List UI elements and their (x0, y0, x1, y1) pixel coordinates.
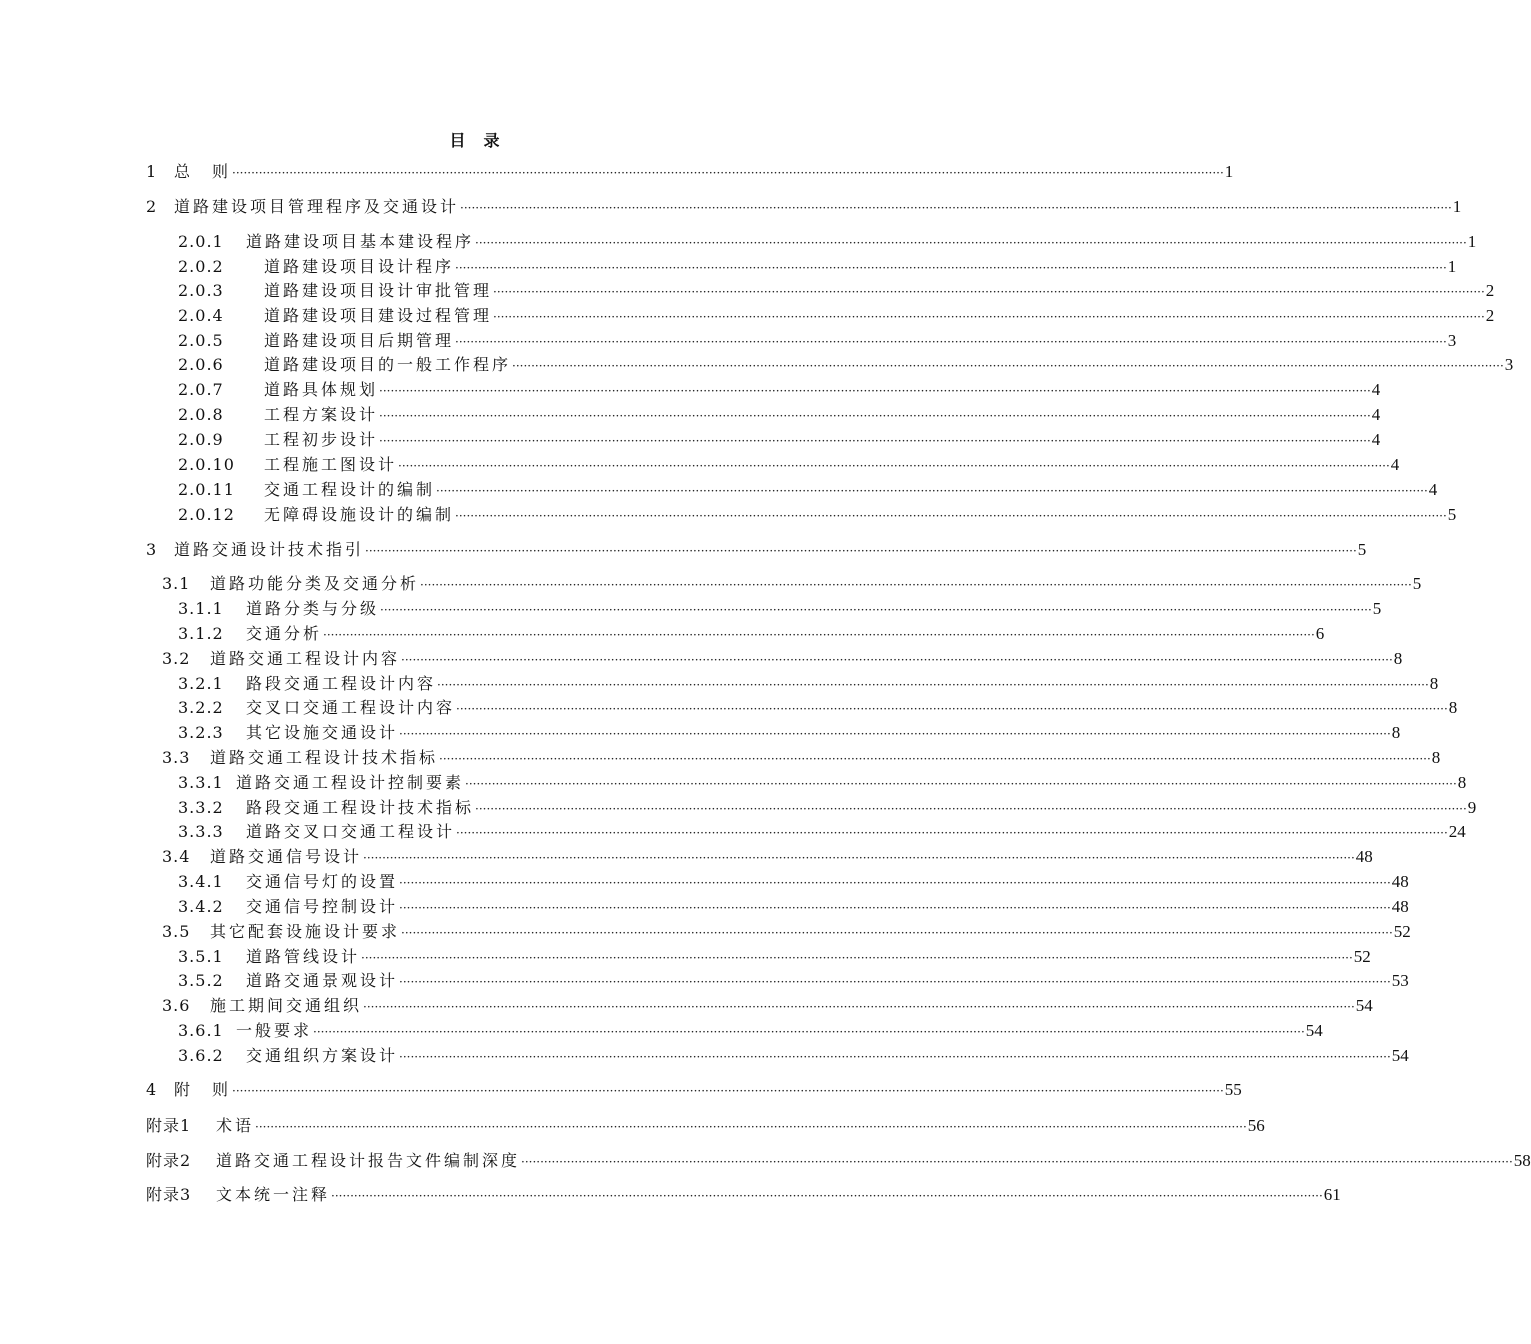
toc-entry[interactable] (178, 897, 1409, 918)
toc-entry-page: 5 (1372, 599, 1382, 618)
toc-entry-page: 48 (1391, 872, 1409, 891)
dot-leader: ···································································································································································································································································· (399, 901, 1391, 915)
toc-entry-label: 施工期间交通组织 (210, 996, 363, 1015)
toc-entry[interactable] (178, 232, 1477, 253)
toc-entry-page: 9 (1467, 798, 1477, 817)
toc-entry-label: 道路建设项目基本建设程序 (246, 232, 475, 251)
toc-entry-number: 附录1 (146, 1116, 192, 1135)
toc-entry[interactable] (146, 540, 1367, 561)
dot-leader: ···································································································································································································································································· (399, 727, 1391, 741)
toc-entry-number: 4 (146, 1080, 158, 1099)
toc-entry[interactable] (146, 197, 1462, 218)
toc-entry-label: 交通信号灯的设置 (246, 872, 399, 891)
toc-entry-number: 2.0.8 (178, 405, 224, 424)
toc-entry[interactable] (146, 1080, 1242, 1101)
toc-entry-label: 交通信号控制设计 (246, 897, 399, 916)
dot-leader: ···································································································································································································································································· (399, 975, 1391, 989)
toc-entry-number: 3.2 (162, 649, 191, 668)
toc-entry-number: 2.0.5 (178, 331, 224, 350)
toc-entry[interactable] (178, 405, 1381, 426)
toc-entry-page: 8 (1448, 698, 1458, 717)
toc-entry-label: 道路交通信号设计 (210, 847, 363, 866)
toc-entry-label: 路段交通工程设计技术指标 (246, 798, 475, 817)
dot-leader: ···································································································································································································································································· (475, 802, 1467, 816)
dot-leader: ···································································································································································································································································· (493, 285, 1485, 299)
dot-leader: ···································································································································································································································································· (398, 459, 1390, 473)
toc-entry-page: 8 (1393, 649, 1403, 668)
dot-leader: ···································································································································································································································································· (493, 310, 1485, 324)
toc-entry[interactable] (178, 773, 1467, 794)
toc-entry-number: 3.6.2 (178, 1046, 224, 1065)
toc-entry-number: 2.0.9 (178, 430, 224, 449)
toc-entry-label: 道路功能分类及交通分析 (210, 574, 420, 593)
toc-entry-label: 工程施工图设计 (264, 455, 398, 474)
toc-entry-label: 其它配套设施设计要求 (210, 922, 401, 941)
toc-entry-label: 道路建设项目建设过程管理 (264, 306, 493, 325)
toc-entry-label: 道路交通设计技术指引 (174, 540, 365, 559)
toc-entry-page: 5 (1447, 505, 1457, 524)
toc-entry-number: 2 (146, 197, 158, 216)
toc-entry-page: 2 (1485, 306, 1495, 325)
toc-entry-label: 交叉口交通工程设计内容 (246, 698, 456, 717)
toc-entry[interactable] (178, 355, 1514, 376)
toc-entry-label: 总 则 (174, 162, 232, 181)
toc-entry-number: 3.3.2 (178, 798, 224, 817)
toc-entry-label: 道路具体规划 (264, 380, 379, 399)
toc-entry-number: 3.5 (162, 922, 191, 941)
toc-entry-page: 54 (1391, 1046, 1409, 1065)
toc-entry[interactable] (146, 1116, 1265, 1137)
toc-entry-label: 道路交通工程设计控制要素 (236, 773, 465, 792)
toc-entry-page: 4 (1371, 405, 1381, 424)
toc-entry-label: 工程初步设计 (264, 430, 379, 449)
toc-entry-label: 其它设施交通设计 (246, 723, 399, 742)
dot-leader: ···································································································································································································································································· (475, 236, 1467, 250)
toc-entry-page: 4 (1428, 480, 1438, 499)
dot-leader: ···································································································································································································································································· (465, 777, 1457, 791)
toc-entry-label: 路段交通工程设计内容 (246, 674, 437, 693)
toc-entry[interactable] (146, 1151, 1531, 1172)
toc-entry-label: 道路交通景观设计 (246, 971, 399, 990)
toc-entry-page: 8 (1457, 773, 1467, 792)
dot-leader: ···································································································································································································································································· (439, 752, 1431, 766)
toc-entry-page: 4 (1371, 430, 1381, 449)
toc-title: 目 录 (449, 131, 501, 150)
dot-leader: ···································································································································································································································································· (232, 1084, 1224, 1098)
toc-entry[interactable] (178, 1021, 1323, 1042)
toc-entry-page: 3 (1447, 331, 1457, 350)
toc-entry[interactable] (178, 306, 1495, 327)
toc-entry[interactable] (162, 748, 1441, 769)
toc-entry-label: 道路建设项目设计程序 (264, 257, 455, 276)
toc-entry-label: 道路交通工程设计技术指标 (210, 748, 439, 767)
toc-entry[interactable] (162, 847, 1373, 868)
toc-entry-page: 58 (1513, 1151, 1531, 1170)
toc-entry-page: 2 (1485, 281, 1495, 300)
toc-entry[interactable] (178, 505, 1457, 526)
dot-leader: ···································································································································································································································································· (331, 1189, 1323, 1203)
toc-entry-page: 56 (1247, 1116, 1265, 1135)
toc-entry-page: 61 (1323, 1185, 1341, 1204)
dot-leader: ···································································································································································································································································· (232, 166, 1224, 180)
dot-leader: ···································································································································································································································································· (456, 702, 1448, 716)
toc-entry-label: 术语 (216, 1116, 255, 1135)
toc-entry-page: 4 (1371, 380, 1381, 399)
toc-entry-number: 3.1.2 (178, 624, 224, 643)
dot-leader: ···································································································································································································································································· (379, 384, 1371, 398)
toc-entry-number: 3.1 (162, 574, 191, 593)
toc-entry[interactable] (162, 574, 1422, 595)
toc-entry-page: 6 (1315, 624, 1325, 643)
toc-entry-page: 3 (1504, 355, 1514, 374)
dot-leader: ···································································································································································································································································· (401, 653, 1393, 667)
dot-leader: ···································································································································································································································································· (436, 484, 1428, 498)
toc-entry[interactable] (178, 1046, 1409, 1067)
dot-leader: ···································································································································································································································································· (379, 409, 1371, 423)
toc-entry[interactable] (146, 1185, 1341, 1206)
dot-leader: ···································································································································································································································································· (379, 434, 1371, 448)
dot-leader: ···································································································································································································································································· (363, 851, 1355, 865)
toc-entry[interactable] (178, 971, 1409, 992)
dot-leader: ···································································································································································································································································· (313, 1025, 1305, 1039)
toc-entry-label: 道路建设项目后期管理 (264, 331, 455, 350)
toc-entry-page: 53 (1391, 971, 1409, 990)
toc-entry[interactable] (178, 624, 1325, 645)
toc-entry-label: 工程方案设计 (264, 405, 379, 424)
toc-entry-page: 8 (1391, 723, 1401, 742)
dot-leader: ···································································································································································································································································· (361, 951, 1353, 965)
toc-entry-label: 交通组织方案设计 (246, 1046, 399, 1065)
toc-entry-number: 3.4.1 (178, 872, 224, 891)
dot-leader: ···································································································································································································································································· (401, 926, 1393, 940)
toc-entry-page: 52 (1353, 947, 1371, 966)
toc-entry-number: 3.3.3 (178, 822, 224, 841)
toc-entry[interactable] (178, 698, 1458, 719)
toc-entry[interactable] (178, 380, 1381, 401)
toc-entry-label: 道路交通工程设计报告文件编制深度 (216, 1151, 521, 1170)
toc-entry-number: 3.6 (162, 996, 191, 1015)
toc-entry[interactable] (162, 922, 1411, 943)
toc-entry-page: 5 (1412, 574, 1422, 593)
toc-entry-number: 附录2 (146, 1151, 192, 1170)
toc-entry-label: 道路交通工程设计内容 (210, 649, 401, 668)
toc-entry-number: 3.4.2 (178, 897, 224, 916)
toc-entry-number: 3.6.1 (178, 1021, 224, 1040)
toc-entry-page: 8 (1429, 674, 1439, 693)
toc-entry-number: 2.0.12 (178, 505, 235, 524)
toc-entry-number: 3.2.2 (178, 698, 224, 717)
toc-entry-label: 文本统一注释 (216, 1185, 331, 1204)
toc-entry[interactable] (178, 257, 1457, 278)
toc-entry-number: 1 (146, 162, 158, 181)
toc-entry-label: 道路建设项目的一般工作程序 (264, 355, 512, 374)
toc-entry[interactable] (178, 455, 1400, 476)
toc-entry-label: 道路交叉口交通工程设计 (246, 822, 456, 841)
toc-entry-number: 3.5.2 (178, 971, 224, 990)
toc-entry[interactable] (178, 599, 1382, 620)
toc-entry-number: 3.3 (162, 748, 191, 767)
toc-entry-page: 4 (1390, 455, 1400, 474)
toc-entry-number: 2.0.6 (178, 355, 224, 374)
toc-entry-label: 无障碍设施设计的编制 (264, 505, 455, 524)
dot-leader: ···································································································································································································································································· (420, 578, 1412, 592)
toc-entry-number: 3.2.3 (178, 723, 224, 742)
toc-entry[interactable] (178, 331, 1457, 352)
toc-entry-label: 一般要求 (236, 1021, 313, 1040)
dot-leader: ···································································································································································································································································· (380, 603, 1372, 617)
toc-entry-number: 2.0.11 (178, 480, 235, 499)
toc-entry-number: 3.5.1 (178, 947, 224, 966)
toc-entry-number: 2.0.4 (178, 306, 224, 325)
toc-entry-page: 1 (1452, 197, 1462, 216)
dot-leader: ···································································································································································································································································· (399, 876, 1391, 890)
toc-entry-label: 交通分析 (246, 624, 323, 643)
toc-entry-number: 3.4 (162, 847, 191, 866)
toc-entry-page: 54 (1355, 996, 1373, 1015)
toc-entry-label: 道路管线设计 (246, 947, 361, 966)
toc-entry-page: 48 (1391, 897, 1409, 916)
dot-leader: ···································································································································································································································································· (437, 678, 1429, 692)
toc-entry-page: 1 (1447, 257, 1457, 276)
toc-entry[interactable] (178, 798, 1477, 819)
toc-entry[interactable] (178, 674, 1439, 695)
toc-entry-label: 道路建设项目管理程序及交通设计 (174, 197, 460, 216)
toc-entry[interactable] (162, 996, 1373, 1017)
toc-entry[interactable] (178, 822, 1466, 843)
toc-entry-number: 2.0.10 (178, 455, 235, 474)
dot-leader: ···································································································································································································································································· (323, 628, 1315, 642)
toc-entry-number: 附录3 (146, 1185, 192, 1204)
dot-leader: ···································································································································································································································································· (521, 1155, 1513, 1169)
dot-leader: ···································································································································································································································································· (363, 1000, 1355, 1014)
toc-entry[interactable] (178, 872, 1409, 893)
toc-entry-number: 2.0.1 (178, 232, 224, 251)
toc-entry-number: 3.1.1 (178, 599, 224, 618)
toc-entry-label: 附 则 (174, 1080, 232, 1099)
toc-entry-page: 52 (1393, 922, 1411, 941)
toc-entry-label: 道路建设项目设计审批管理 (264, 281, 493, 300)
dot-leader: ···································································································································································································································································· (365, 544, 1357, 558)
toc-entry-number: 3.3.1 (178, 773, 224, 792)
toc-entry-page: 1 (1467, 232, 1477, 251)
toc-entry[interactable] (178, 947, 1371, 968)
dot-leader: ···································································································································································································································································· (255, 1120, 1247, 1134)
dot-leader: ···································································································································································································································································· (455, 509, 1447, 523)
dot-leader: ···································································································································································································································································· (512, 359, 1504, 373)
toc-entry-label: 交通工程设计的编制 (264, 480, 436, 499)
toc-entry-number: 2.0.7 (178, 380, 224, 399)
toc-entry-page: 54 (1305, 1021, 1323, 1040)
toc-entry-number: 2.0.2 (178, 257, 224, 276)
toc-entry[interactable] (178, 723, 1401, 744)
toc-entry-page: 8 (1431, 748, 1441, 767)
toc-entry[interactable] (162, 649, 1403, 670)
toc-entry-number: 3.2.1 (178, 674, 224, 693)
toc-entry[interactable] (146, 162, 1234, 183)
toc-entry-page: 48 (1355, 847, 1373, 866)
toc-entry[interactable] (178, 281, 1495, 302)
dot-leader: ···································································································································································································································································· (456, 826, 1448, 840)
toc-entry[interactable] (178, 430, 1381, 451)
toc-entry[interactable] (178, 480, 1438, 501)
toc-entry-page: 1 (1224, 162, 1234, 181)
toc-entry-number: 3 (146, 540, 158, 559)
toc-entry-page: 24 (1448, 822, 1466, 841)
toc-entry-number: 2.0.3 (178, 281, 224, 300)
dot-leader: ···································································································································································································································································· (455, 261, 1447, 275)
dot-leader: ···································································································································································································································································· (399, 1050, 1391, 1064)
toc-entry-page: 55 (1224, 1080, 1242, 1099)
dot-leader: ···································································································································································································································································· (460, 201, 1452, 215)
toc-entry-page: 5 (1357, 540, 1367, 559)
toc-entry-label: 道路分类与分级 (246, 599, 380, 618)
dot-leader: ···································································································································································································································································· (455, 335, 1447, 349)
